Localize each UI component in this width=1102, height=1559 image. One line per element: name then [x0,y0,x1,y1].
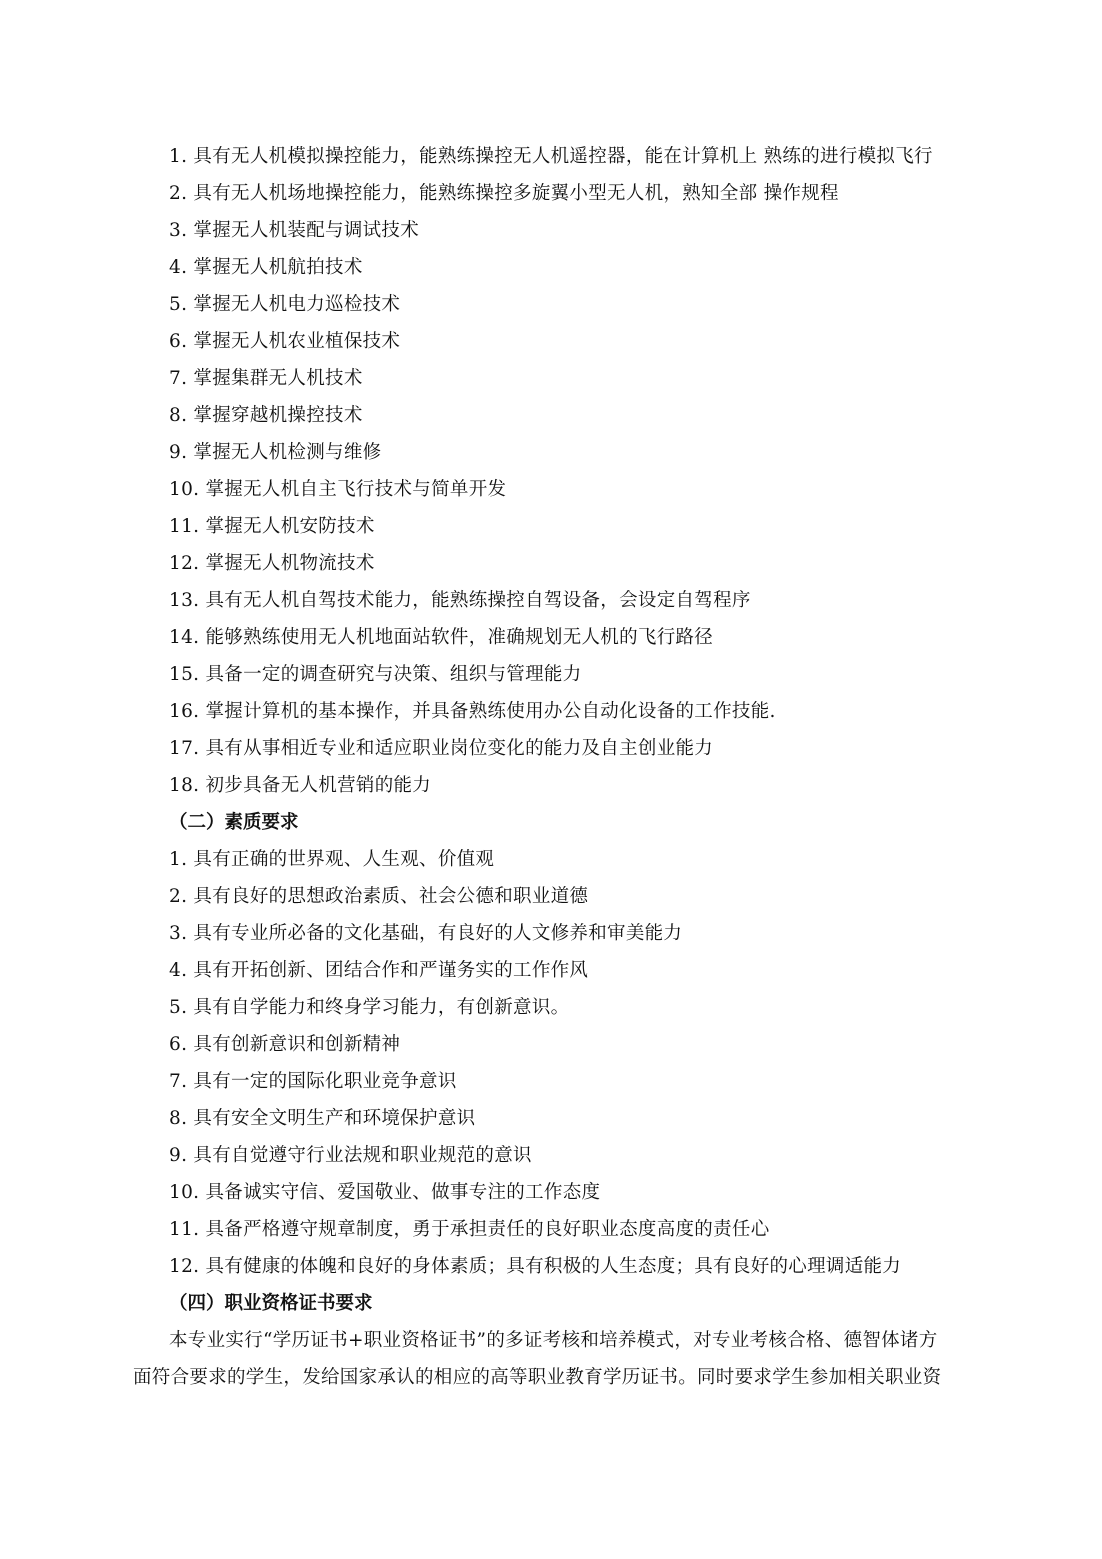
skill-item: 9. 掌握无人机检测与维修 [169,442,382,463]
quality-item: 9. 具有自觉遵守行业法规和职业规范的意识 [169,1145,532,1166]
quality-item: 8. 具有安全文明生产和环境保护意识 [169,1108,476,1129]
skill-item: 15. 具备一定的调查研究与决策、组织与管理能力 [169,664,582,685]
skill-item: 14. 能够熟练使用无人机地面站软件，准确规划无人机的飞行路径 [169,627,714,648]
skill-item: 7. 掌握集群无人机技术 [169,368,363,389]
skill-item: 5. 掌握无人机电力巡检技术 [169,294,401,315]
skill-item: 6. 掌握无人机农业植保技术 [169,331,401,352]
quality-item: 12. 具有健康的体魄和良好的身体素质；具有积极的人生态度；具有良好的心理调适能力 [169,1256,902,1277]
skill-item: 12. 掌握无人机物流技术 [169,553,375,574]
skill-item: 17. 具有从事相近专业和适应职业岗位变化的能力及自主创业能力 [169,738,714,759]
skill-item: 16. 掌握计算机的基本操作，并具备熟练使用办公自动化设备的工作技能. [169,701,776,722]
quality-item: 2. 具有良好的思想政治素质、社会公德和职业道德 [169,886,589,907]
certificate-paragraph-line: 面符合要求的学生，发给国家承认的相应的高等职业教育学历证书。同时要求学生参加相关职业资 [133,1367,942,1388]
skill-item: 4. 掌握无人机航拍技术 [169,257,363,278]
quality-item: 11. 具备严格遵守规章制度，勇于承担责任的良好职业态度高度的责任心 [169,1219,770,1240]
skill-item: 1. 具有无人机模拟操控能力，能熟练操控无人机遥控器，能在计算机上 熟练的进行模拟飞行 [169,146,933,167]
quality-item: 3. 具有专业所必备的文化基础，有良好的人文修养和审美能力 [169,923,683,944]
skill-item: 11. 掌握无人机安防技术 [169,516,375,537]
quality-item: 1. 具有正确的世界观、人生观、价值观 [169,849,495,870]
quality-item: 4. 具有开拓创新、团结合作和严谨务实的工作作风 [169,960,589,981]
quality-item: 6. 具有创新意识和创新精神 [169,1034,401,1055]
section-heading-quality: （二）素质要求 [169,812,299,833]
skill-item: 18. 初步具备无人机营销的能力 [169,775,432,796]
section-heading-certificate: （四）职业资格证书要求 [169,1293,373,1314]
skill-item: 13. 具有无人机自驾技术能力，能熟练操控自驾设备，会设定自驾程序 [169,590,751,611]
quality-item: 10. 具备诚实守信、爱国敬业、做事专注的工作态度 [169,1182,601,1203]
skill-item: 10. 掌握无人机自主飞行技术与简单开发 [169,479,507,500]
skill-item: 3. 掌握无人机装配与调试技术 [169,220,420,241]
skill-item: 2. 具有无人机场地操控能力，能熟练操控多旋翼小型无人机，熟知全部 操作规程 [169,183,839,204]
certificate-paragraph-line: 本专业实行“学历证书+职业资格证书”的多证考核和培养模式，对专业考核合格、德智体诸方 [169,1330,938,1351]
quality-item: 7. 具有一定的国际化职业竞争意识 [169,1071,457,1092]
quality-item: 5. 具有自学能力和终身学习能力，有创新意识。 [169,997,570,1018]
skill-item: 8. 掌握穿越机操控技术 [169,405,363,426]
